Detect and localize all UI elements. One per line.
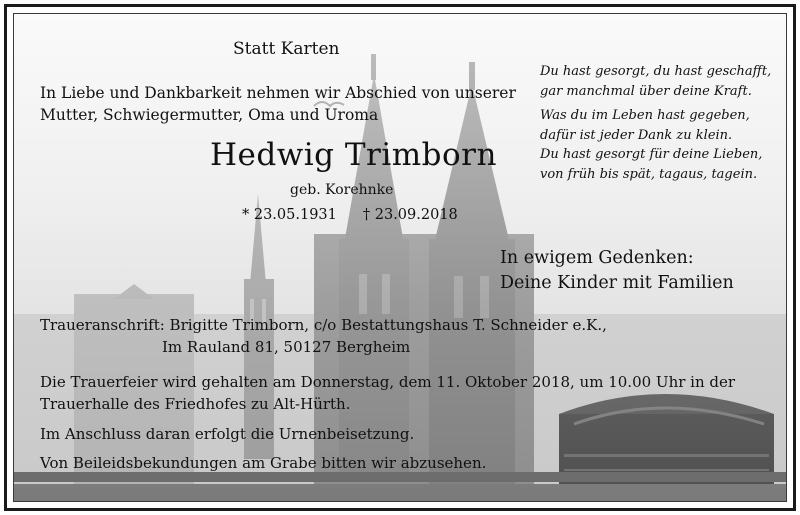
intro-line: In Liebe und Dankbarkeit nehmen wir Abschied von unserer <box>40 84 516 102</box>
ceremony-line: Trauerhalle des Friedhofes zu Alt-Hürth. <box>40 395 351 413</box>
address-line: Im Rauland 81, 50127 Bergheim <box>162 338 411 356</box>
memorial-line: Deine Kinder mit Familien <box>500 273 734 293</box>
urn-burial-info: Im Anschluss daran erfolgt die Urnenbeisetzung. <box>40 425 415 443</box>
mourning-address <box>40 314 607 358</box>
condolences-note: Von Beileidsbekundungen am Grabe bitten wir abzusehen. <box>40 454 487 472</box>
ceremony-info <box>40 371 735 415</box>
poem-stanza <box>540 106 771 184</box>
poem-line: Du hast gesorgt für deine Lieben, <box>540 147 763 162</box>
birth-name: geb. Korehnke <box>290 182 394 198</box>
poem <box>540 62 771 189</box>
ceremony-line: Die Trauerfeier wird gehalten am Donnerstag, dem 11. Oktober 2018, um 10.00 Uhr in der <box>40 373 736 391</box>
intro-text <box>40 82 516 126</box>
poem-line: Du hast gesorgt, du hast geschafft, <box>540 64 772 79</box>
birth-date: * 23.05.1931 <box>242 207 337 223</box>
header-statt-karten: Statt Karten <box>233 39 340 59</box>
death-date: † 23.09.2018 <box>362 207 458 223</box>
intro-line: Mutter, Schwiegermutter, Oma und Uroma <box>40 106 379 124</box>
memorial-signature <box>500 246 734 296</box>
life-dates <box>242 207 458 223</box>
poem-line: von früh bis spät, tagaus, tagein. <box>540 166 758 182</box>
inner-frame <box>13 13 787 502</box>
memorial-line: In ewigem Gedenken: <box>500 248 694 268</box>
poem-stanza <box>540 62 771 101</box>
poem-line: dafür ist jeder Dank zu klein. <box>540 127 733 143</box>
poem-line: Was du im Leben hast gegeben, <box>540 108 750 123</box>
poem-line: gar manchmal über deine Kraft. <box>540 83 752 99</box>
address-line: Traueranschrift: Brigitte Trimborn, c/o Bestattungshaus T. Schneider e.K., <box>40 316 607 334</box>
deceased-name: Hedwig Trimborn <box>210 137 497 173</box>
